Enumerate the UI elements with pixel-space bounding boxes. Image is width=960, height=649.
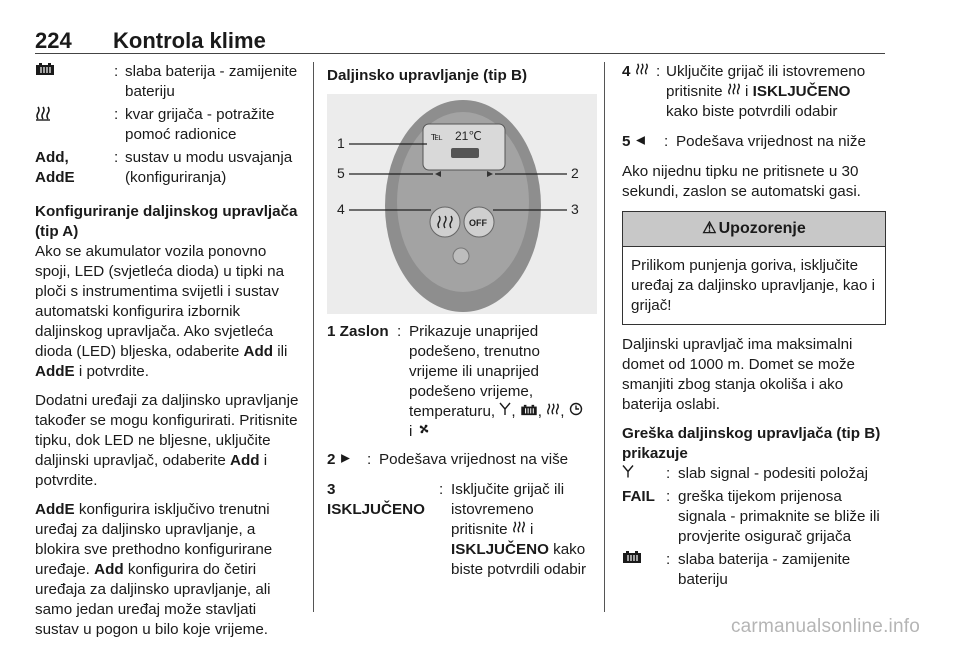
battery-icon [622,550,642,570]
error-item-battery [622,550,886,590]
warning-icon: ⚠ [702,220,717,238]
legend-desc: Podešava vrijednost na više [379,451,569,469]
legend-term: 1 Zaslon [327,323,389,340]
column-left [35,62,300,649]
colon: : [656,63,661,80]
clock-icon [569,402,583,422]
legend-item-up [327,450,592,470]
arrow-right-icon [340,450,351,470]
legend-item-down [622,132,886,152]
section-heading: Konfiguriranje daljinskog upravljača (tip A) [35,203,298,240]
legend-item-on [622,62,886,122]
svg-text:OFF: OFF [469,218,487,228]
heater-icon [546,402,560,422]
legend-term: 5 [622,132,646,152]
status-list [35,62,300,188]
colon: : [439,481,444,499]
status-term: Add, AddE [35,149,75,186]
legend-desc: Prikazuje unaprijed podešeno, trenutno vrijeme ili unaprijed podešeno vrijeme, temperaturu, , , , i [409,322,592,442]
colon: : [666,465,671,483]
colon: : [666,488,671,506]
fan-icon [417,422,431,442]
arrow-left-icon [635,132,646,152]
legend-item-display [327,322,592,442]
status-item-battery [35,62,300,102]
callout-4: 4 [337,201,345,217]
section-heading: Daljinsko upravljanje (tip B) [327,67,528,84]
column-middle [327,62,592,583]
lcd-readout: 21℃ [455,129,482,143]
colon: : [397,323,402,340]
error-item-signal [622,464,886,484]
paragraph: AddE konfigurira isključivo trenutni uređaj za daljinsko upravljanje, a blokira sve prethodno konfigurirane uređaje. Add konfigurira do četiri uređaja za daljinsko upravljanje, ali samo jedan uređaj može stavljati sustav u pogon u bilo koje vrijeme. [35,501,273,638]
page-header [35,24,883,54]
status-item-add [35,148,300,188]
error-desc: slab signal - podesiti položaj [678,465,868,483]
error-list [622,464,886,590]
page-number: 224 [35,28,72,53]
legend-desc: Isključite grijač ili istovremeno pritisnite i ISKLJUČENO kako biste potvrdili odabir [451,481,587,579]
error-desc: slaba baterija - zamijenite bateriju [678,551,851,589]
legend-list-continued [622,62,886,152]
status-item-heater [35,105,300,145]
battery-icon [35,62,55,82]
battery-icon [520,402,538,422]
colon: : [114,106,119,123]
legend-desc: Podešava vrijednost na niže [676,133,866,151]
status-desc: kvar grijača - potražite pomoć radionice [125,106,275,143]
legend-list [327,322,592,580]
watermark: carmanualsonline.info [730,616,920,637]
column-right [622,62,886,593]
legend-desc: Uključite grijač ili istovremeno pritisnite i ISKLJUČENO kako biste potvrdili odabir [666,63,866,121]
warning-text: Prilikom punjenja goriva, isključite uređaj za daljinsko upravljanje, kao i grijač! [631,257,875,315]
page-title: Kontrola klime [113,28,266,53]
warning-title: Upozorenje [718,220,806,238]
signal-icon [499,402,511,422]
heater-icon [635,62,649,82]
colon: : [367,451,372,469]
column-divider-2 [604,62,605,612]
colon: : [664,133,669,151]
status-desc: slaba baterija - zamijenite bateriju [125,63,298,100]
callout-1: 1 [337,135,345,151]
paragraph: Ako nijednu tipku ne pritisnete u 30 sekundi, zaslon se automatski gasi. [622,163,861,201]
error-item-fail [622,487,886,547]
callout-5: 5 [337,165,345,181]
header-divider [35,53,885,54]
legend-term: 2 [327,450,351,470]
warning-header [623,212,885,247]
column-divider-1 [313,62,314,612]
remote-control-figure [327,94,597,314]
paragraph: Dodatni uređaji za daljinsko upravljanje također se mogu konfigurirati. Pritisnite tipku, dok LED ne bljesne, uključite daljinski upravljač, odaberite Add i potvrdite. [35,392,299,489]
heater-icon [35,105,51,127]
error-term: FAIL [622,488,655,506]
heater-icon [727,82,741,102]
error-desc: greška tijekom prijenosa signala - primaknite se bliže ili provjerite osigurač grijača [678,488,880,546]
heater-icon [512,520,526,540]
callout-2: 2 [571,165,579,181]
colon: : [666,551,671,569]
warning-box [622,211,886,325]
colon: : [114,149,119,166]
signal-icon [622,464,634,485]
section-heading: Greška daljinskog upravljača (tip B) prikazuje [622,425,881,463]
legend-term: 4 [622,62,649,82]
callout-3: 3 [571,201,579,217]
colon: : [114,63,119,80]
paragraph: Daljinski upravljač ima maksimalni domet od 1000 m. Domet se može smanjiti zbog stanja okoliša i ako baterija oslabi. [622,336,855,414]
svg-text:℡: ℡ [431,131,443,143]
legend-item-off [327,480,592,580]
legend-term: 3 ISKLJUČENO [327,481,425,519]
paragraph: Ako se akumulator vozila ponovno spoji, LED (svjetleća dioda) u tipki na ploči s instrumentima svijetli i sustav automatski konfigurira izbornik daljinskog upravljača. Ako svjetleća dioda (LED) bljeska, odaberite Add ili AddE i potvrdite. [35,243,288,380]
status-desc: sustav u modu usvajanja (konfiguriranja) [125,149,293,186]
